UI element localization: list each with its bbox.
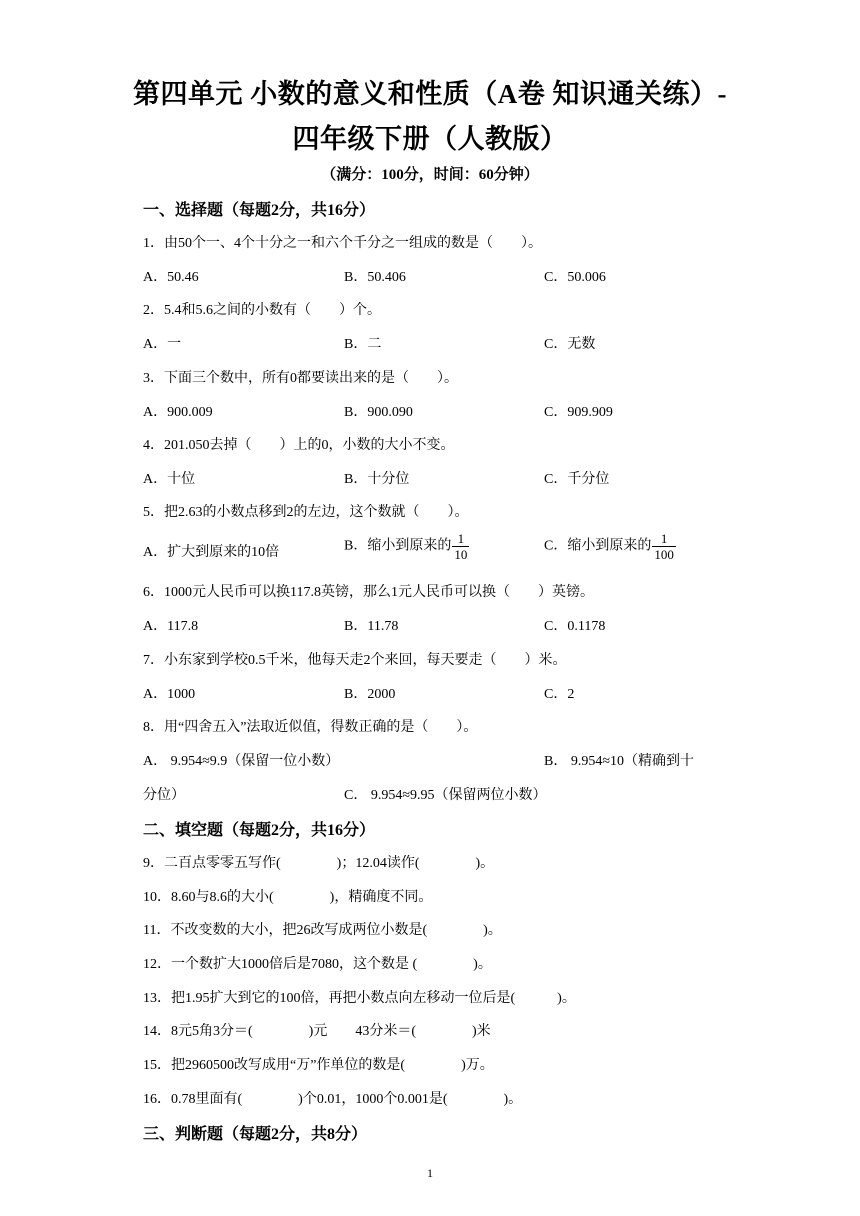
- q3-option-c: C．909.909: [544, 405, 613, 420]
- section-heading-true-false: 三、判断题（每题2分，共8分）: [143, 1126, 368, 1143]
- question-12: 12．一个数扩大1000倍后是7080，这个数是 ( )。: [143, 957, 492, 972]
- q8-option-b-continued: 分位）: [143, 788, 185, 803]
- q6-option-a: A．117.8: [143, 619, 199, 634]
- q8-option-c: C． 9.954≈9.95（保留两位小数）: [344, 788, 547, 803]
- question-6: 6．1000元人民币可以换117.8英镑，那么1元人民币可以换（ ）英镑。: [143, 585, 594, 600]
- q2-option-a: A．一: [143, 337, 182, 352]
- question-1: 1．由50个一、4个十分之一和六个千分之一组成的数是（ ）。: [143, 236, 542, 251]
- q5-option-b: [344, 531, 469, 562]
- question-7: 7．小东家到学校0.5千米，他每天走2个来回，每天要走（ ）米。: [143, 653, 567, 668]
- q1-option-c: C．50.006: [544, 270, 606, 285]
- q3-option-b: B．900.090: [344, 405, 413, 420]
- question-10: 10．8.60与8.6的大小( )，精确度不同。: [143, 890, 433, 905]
- question-16: 16．0.78里面有( )个0.01，1000个0.001是( )。: [143, 1092, 523, 1107]
- q7-option-a: A．1000: [143, 687, 196, 702]
- q5-option-b-label: B．缩小到原来的: [344, 538, 452, 554]
- question-11: 11．不改变数的大小，把26改写成两位小数是( )。: [143, 923, 502, 938]
- q2-option-c: C．无数: [544, 337, 596, 352]
- q6-option-c: C．0.1178: [544, 619, 606, 634]
- q5-option-c: [544, 531, 676, 562]
- q6-option-b: B．11.78: [344, 619, 399, 634]
- question-4: 4．201.050去掉（ ）上的0，小数的大小不变。: [143, 438, 455, 453]
- q7-option-c: C．2: [544, 687, 575, 702]
- page-number: 1: [427, 1166, 433, 1180]
- q4-option-a: A．十位: [143, 472, 196, 487]
- fraction-one-tenth: $\frac{1}{10}$: [454, 531, 468, 562]
- question-15: 15．把2960500改写成用“万”作单位的数是( )万。: [143, 1058, 494, 1073]
- section-heading-fill-in: 二、填空题（每题2分，共16分）: [143, 822, 376, 839]
- page-title-line1: 第四单元 小数的意义和性质（A卷 知识通关练）-: [133, 79, 727, 109]
- q7-option-b: B．2000: [344, 687, 396, 702]
- q5-option-a: A．扩大到原来的10倍: [143, 545, 280, 560]
- question-5: 5．把2.63的小数点移到2的左边，这个数就（ ）。: [143, 505, 469, 520]
- q1-option-a: A．50.46: [143, 270, 199, 285]
- q4-option-c: C．千分位: [544, 472, 610, 487]
- question-13: 13．把1.95扩大到它的100倍，再把小数点向左移动一位后是( )。: [143, 991, 576, 1006]
- q5-option-c-label: C．缩小到原来的: [544, 538, 652, 554]
- q3-option-a: A．900.009: [143, 405, 213, 420]
- section-heading-choice: 一、选择题（每题2分，共16分）: [143, 202, 376, 219]
- question-2: 2．5.4和5.6之间的小数有（ ）个。: [143, 303, 381, 318]
- q8-option-b: B． 9.954≈10（精确到十: [544, 754, 695, 769]
- fraction-one-hundredth: $\frac{1}{100}$: [654, 531, 674, 562]
- q4-option-b: B．十分位: [344, 472, 410, 487]
- exam-info: （满分：100分，时间：60分钟）: [321, 167, 539, 183]
- page-title-line2: 四年级下册（人教版）: [292, 124, 568, 154]
- question-3: 3．下面三个数中，所有0都要读出来的是（ ）。: [143, 371, 458, 386]
- question-8: 8．用“四舍五入”法取近似值，得数正确的是（ ）。: [143, 720, 478, 735]
- q2-option-b: B．二: [344, 337, 382, 352]
- q8-option-a: A． 9.954≈9.9（保留一位小数）: [143, 754, 340, 769]
- question-9: 9．二百点零零五写作( )；12.04读作( )。: [143, 856, 495, 871]
- question-14: 14．8元5角3分＝( )元 43分米＝( )米: [143, 1024, 491, 1039]
- q1-option-b: B．50.406: [344, 270, 406, 285]
